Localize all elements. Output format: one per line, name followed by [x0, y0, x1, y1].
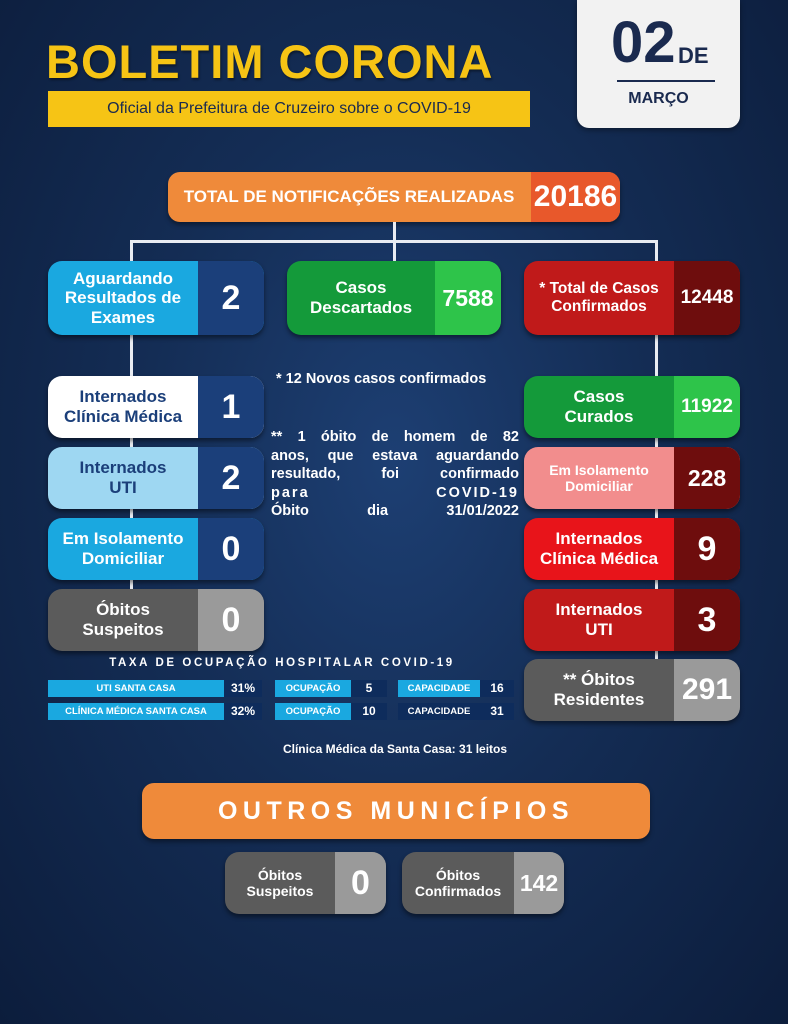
card-right-internados-uti [524, 589, 740, 651]
card-casos-descartados-value: 7588 [435, 261, 501, 335]
date-divider [617, 80, 715, 82]
card-right-isolamento-label: Em Isolamento Domiciliar [549, 461, 649, 494]
card-awaiting-results-label: Aguardando Resultados de Exames [64, 268, 182, 327]
card-right-internados-uti-label: Internados UTI [555, 600, 643, 639]
occupancy-row-1-name: UTI SANTA CASA [48, 680, 224, 697]
card-left-internados-clinica [48, 376, 264, 438]
card-left-internados-uti [48, 447, 264, 509]
note-death-line-4: para COVID-19 [271, 484, 519, 501]
date-de: DE [678, 43, 709, 68]
card-total-confirmados-value: 12448 [674, 261, 740, 335]
card-casos-descartados-label: Casos Descartados [309, 278, 413, 317]
footnote-leitos: Clínica Médica da Santa Casa: 31 leitos [282, 742, 508, 756]
card-awaiting-results-value: 2 [198, 261, 264, 335]
card-outros-obitos-suspeitos-value: 0 [335, 852, 386, 914]
occupancy-row-1-occ-label: OCUPAÇÃO [275, 680, 351, 697]
card-left-internados-uti-label: Internados UTI [79, 458, 167, 497]
bulletin-subtitle: Oficial da Prefeitura de Cruzeiro sobre o COVID-19 [48, 91, 530, 127]
occupancy-row-2-name: CLÍNICA MÉDICA SANTA CASA [48, 703, 224, 720]
note-death-line-1: ** 1 óbito de homem de 82 [271, 429, 519, 445]
connector-left-drop [130, 240, 133, 262]
occupancy-row-2-rate: 32% [224, 703, 262, 720]
occupancy-row-2-cap: 31 [480, 703, 514, 720]
card-left-isolamento-value: 0 [198, 518, 264, 580]
note-death-line-2: anos, que estava aguardando [271, 447, 519, 464]
card-right-isolamento [524, 447, 740, 509]
card-awaiting-results [48, 261, 264, 335]
card-right-isolamento-value: 228 [674, 447, 740, 509]
card-obitos-suspeitos-value: 0 [198, 589, 264, 651]
total-notifications-label: TOTAL DE NOTIFICAÇÕES REALIZADAS [183, 187, 515, 206]
connector-top-vertical [393, 222, 396, 242]
occupancy-row-1-cap: 16 [480, 680, 514, 697]
total-notifications-value: 20186 [531, 172, 620, 222]
card-obitos-suspeitos [48, 589, 264, 651]
card-outros-obitos-suspeitos [225, 852, 386, 914]
card-outros-obitos-confirmados [402, 852, 564, 914]
card-outros-obitos-suspeitos-label: Óbitos Suspeitos [246, 866, 314, 899]
card-left-isolamento-label: Em Isolamento Domiciliar [62, 529, 184, 568]
note-death [271, 428, 519, 521]
card-outros-obitos-confirmados-value: 142 [514, 852, 564, 914]
card-right-internados-clinica-label: Internados Clínica Médica [539, 529, 659, 568]
connector-right-drop [655, 240, 658, 262]
card-outros-obitos-confirmados-label: Óbitos Confirmados [414, 866, 502, 899]
connector-mid-drop [393, 240, 396, 262]
date-card [577, 0, 740, 128]
occupancy-row-2-occ-label: OCUPAÇÃO [275, 703, 351, 720]
card-casos-curados-label: Casos Curados [564, 387, 634, 426]
occupancy-title: TAXA DE OCUPAÇÃO HOSPITALAR COVID-19 [109, 657, 455, 669]
card-left-internados-clinica-value: 1 [198, 376, 264, 438]
card-obitos-residentes [524, 659, 740, 721]
outros-municipios-banner: OUTROS MUNICÍPIOS [142, 783, 650, 839]
card-right-internados-uti-value: 3 [674, 589, 740, 651]
occupancy-row-2-cap-label: CAPACIDADE [398, 703, 480, 720]
card-obitos-residentes-value: 291 [674, 659, 740, 721]
card-casos-curados-value: 11922 [674, 376, 740, 438]
note-new-cases: * 12 Novos casos confirmados [276, 371, 487, 387]
card-right-internados-clinica-value: 9 [674, 518, 740, 580]
occupancy-row-1-rate: 31% [224, 680, 262, 697]
card-casos-descartados [287, 261, 501, 335]
card-right-internados-clinica [524, 518, 740, 580]
date-day: 02 [611, 10, 676, 75]
bulletin-title: BOLETIM CORONA [46, 35, 494, 88]
note-death-line-5: Óbito dia 31/01/2022 [271, 503, 519, 519]
card-total-confirmados-label: * Total de Casos Confirmados [539, 280, 659, 315]
card-left-internados-clinica-label: Internados Clínica Médica [63, 387, 183, 426]
note-death-line-3: resultado, foi confirmado [271, 466, 519, 482]
occupancy-row-2-occ: 10 [351, 703, 387, 720]
card-obitos-suspeitos-label: Óbitos Suspeitos [82, 600, 164, 639]
card-obitos-residentes-label: ** Óbitos Residentes [553, 670, 645, 709]
card-left-isolamento [48, 518, 264, 580]
occupancy-row-1-cap-label: CAPACIDADE [398, 680, 480, 697]
card-left-internados-uti-value: 2 [198, 447, 264, 509]
card-total-confirmados [524, 261, 740, 335]
occupancy-row-1-occ: 5 [351, 680, 387, 697]
card-casos-curados [524, 376, 740, 438]
date-month: MARÇO [628, 90, 689, 107]
